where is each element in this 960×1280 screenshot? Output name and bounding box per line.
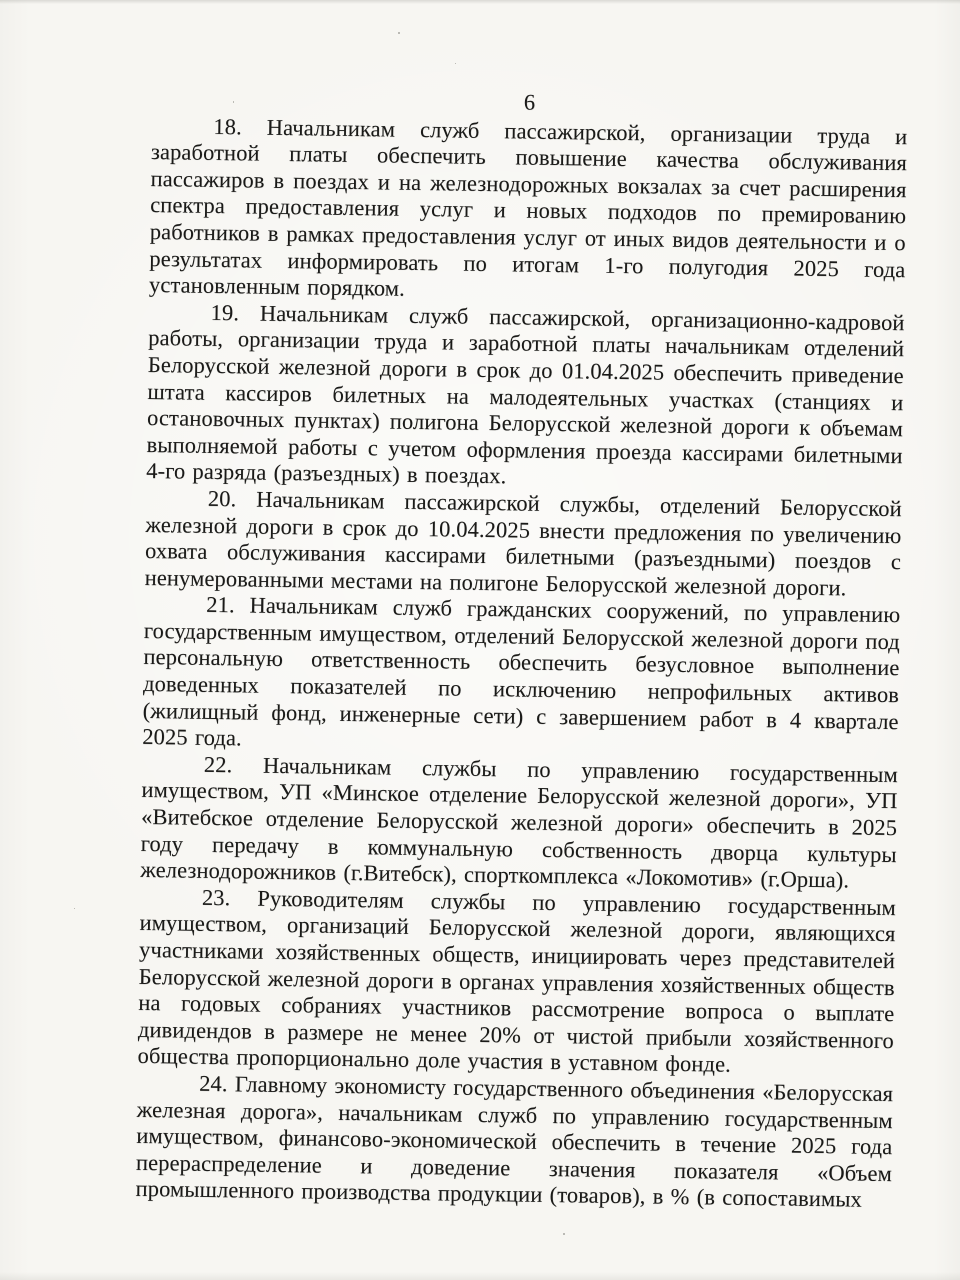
scan-speck <box>455 63 456 64</box>
paragraph-19: 19. Начальникам служб пассажирской, организационно-кадровой работы, организации труда и заработной платы начальникам отделений Белорусской железной дороги в срок до 01.04.2025 обеспечить приведение штата кассиров билетных на малодеятельных участках (станциях и остановочных пунктах) полигона Белорусской железной дороги к объемам выполняемой работы с учетом оформления проезда кассирами билетными 4-го разряда (разъездных) в поездах. <box>146 299 905 489</box>
scan-speck <box>563 1233 565 1235</box>
document-text-block <box>135 84 908 1214</box>
paragraph-24: 24. Главному экономисту государственного объединения «Белорусская железная дорога», начальникам служб по управлению государственным имуществом, финансово-экономической обеспечить в течение 2025 года перераспределение и доведение значения показателя «Объем промышленного производства продукции (товаров), в % (в сопоставимых <box>135 1070 894 1212</box>
scan-speck <box>398 32 400 34</box>
paragraph-23: 23. Руководителям службы по управлению государственным имуществом, организаций Белорусской железной дороги, являющихся участниками хозяйственных обществ, инициировать через представителей Белорусской железной дороги в органах управления хозяйственных обществ на годовых собраниях участников рассмотрение вопроса о выплате дивидендов в размере не менее 20% от чистой прибыли хозяйственного общества пропорционально доле участия в уставном фонде. <box>137 884 897 1078</box>
paragraph-21: 21. Начальникам служб гражданских сооружений, по управлению государственным имуществом, отделений Белорусской железной дороги под персональную ответственность обеспечить безусловное выполнение доведенных показателей по исключению непрофильных активов (жилищный фонд, инженерные сети) с завершением работ в 4 квартале 2025 года. <box>142 592 901 751</box>
paragraph-20: 20. Начальникам пассажирской службы, отделений Белорусской железной дороги в срок до 10.04.2025 внести предложения по увеличению охвата обслуживания кассирами билетными (разъездными) поездов с ненумерованными местами на полигоне Белорусской железной дороги. <box>144 485 902 601</box>
page-number: 6 <box>523 89 536 115</box>
scan-speck <box>74 908 75 909</box>
paragraph-18: 18. Начальникам служб пассажирской, организации труда и заработной платы обеспечить повышение качества обслуживания пассажиров в поездах и на железнодорожных вокзалах за счет расширения спектра предоставления услуг и новых подходов по премированию работников в рамках предоставления услуг от иных видов деятельности и о результатах информировать по итогам 1-го полугодия 2025 года установленным порядком. <box>148 113 908 301</box>
paragraph-22: 22. Начальникам службы по управлению государственным имуществом, УП «Минское отделение Белорусской железной дороги», УП «Витебское отделение Белорусской железной дороги» обеспечить в 2025 году передачу в коммунальную собственность дворца культуры железнодорожников (г.Витебск), спорткомплекса «Локомотив» (г.Орша). <box>140 751 899 893</box>
